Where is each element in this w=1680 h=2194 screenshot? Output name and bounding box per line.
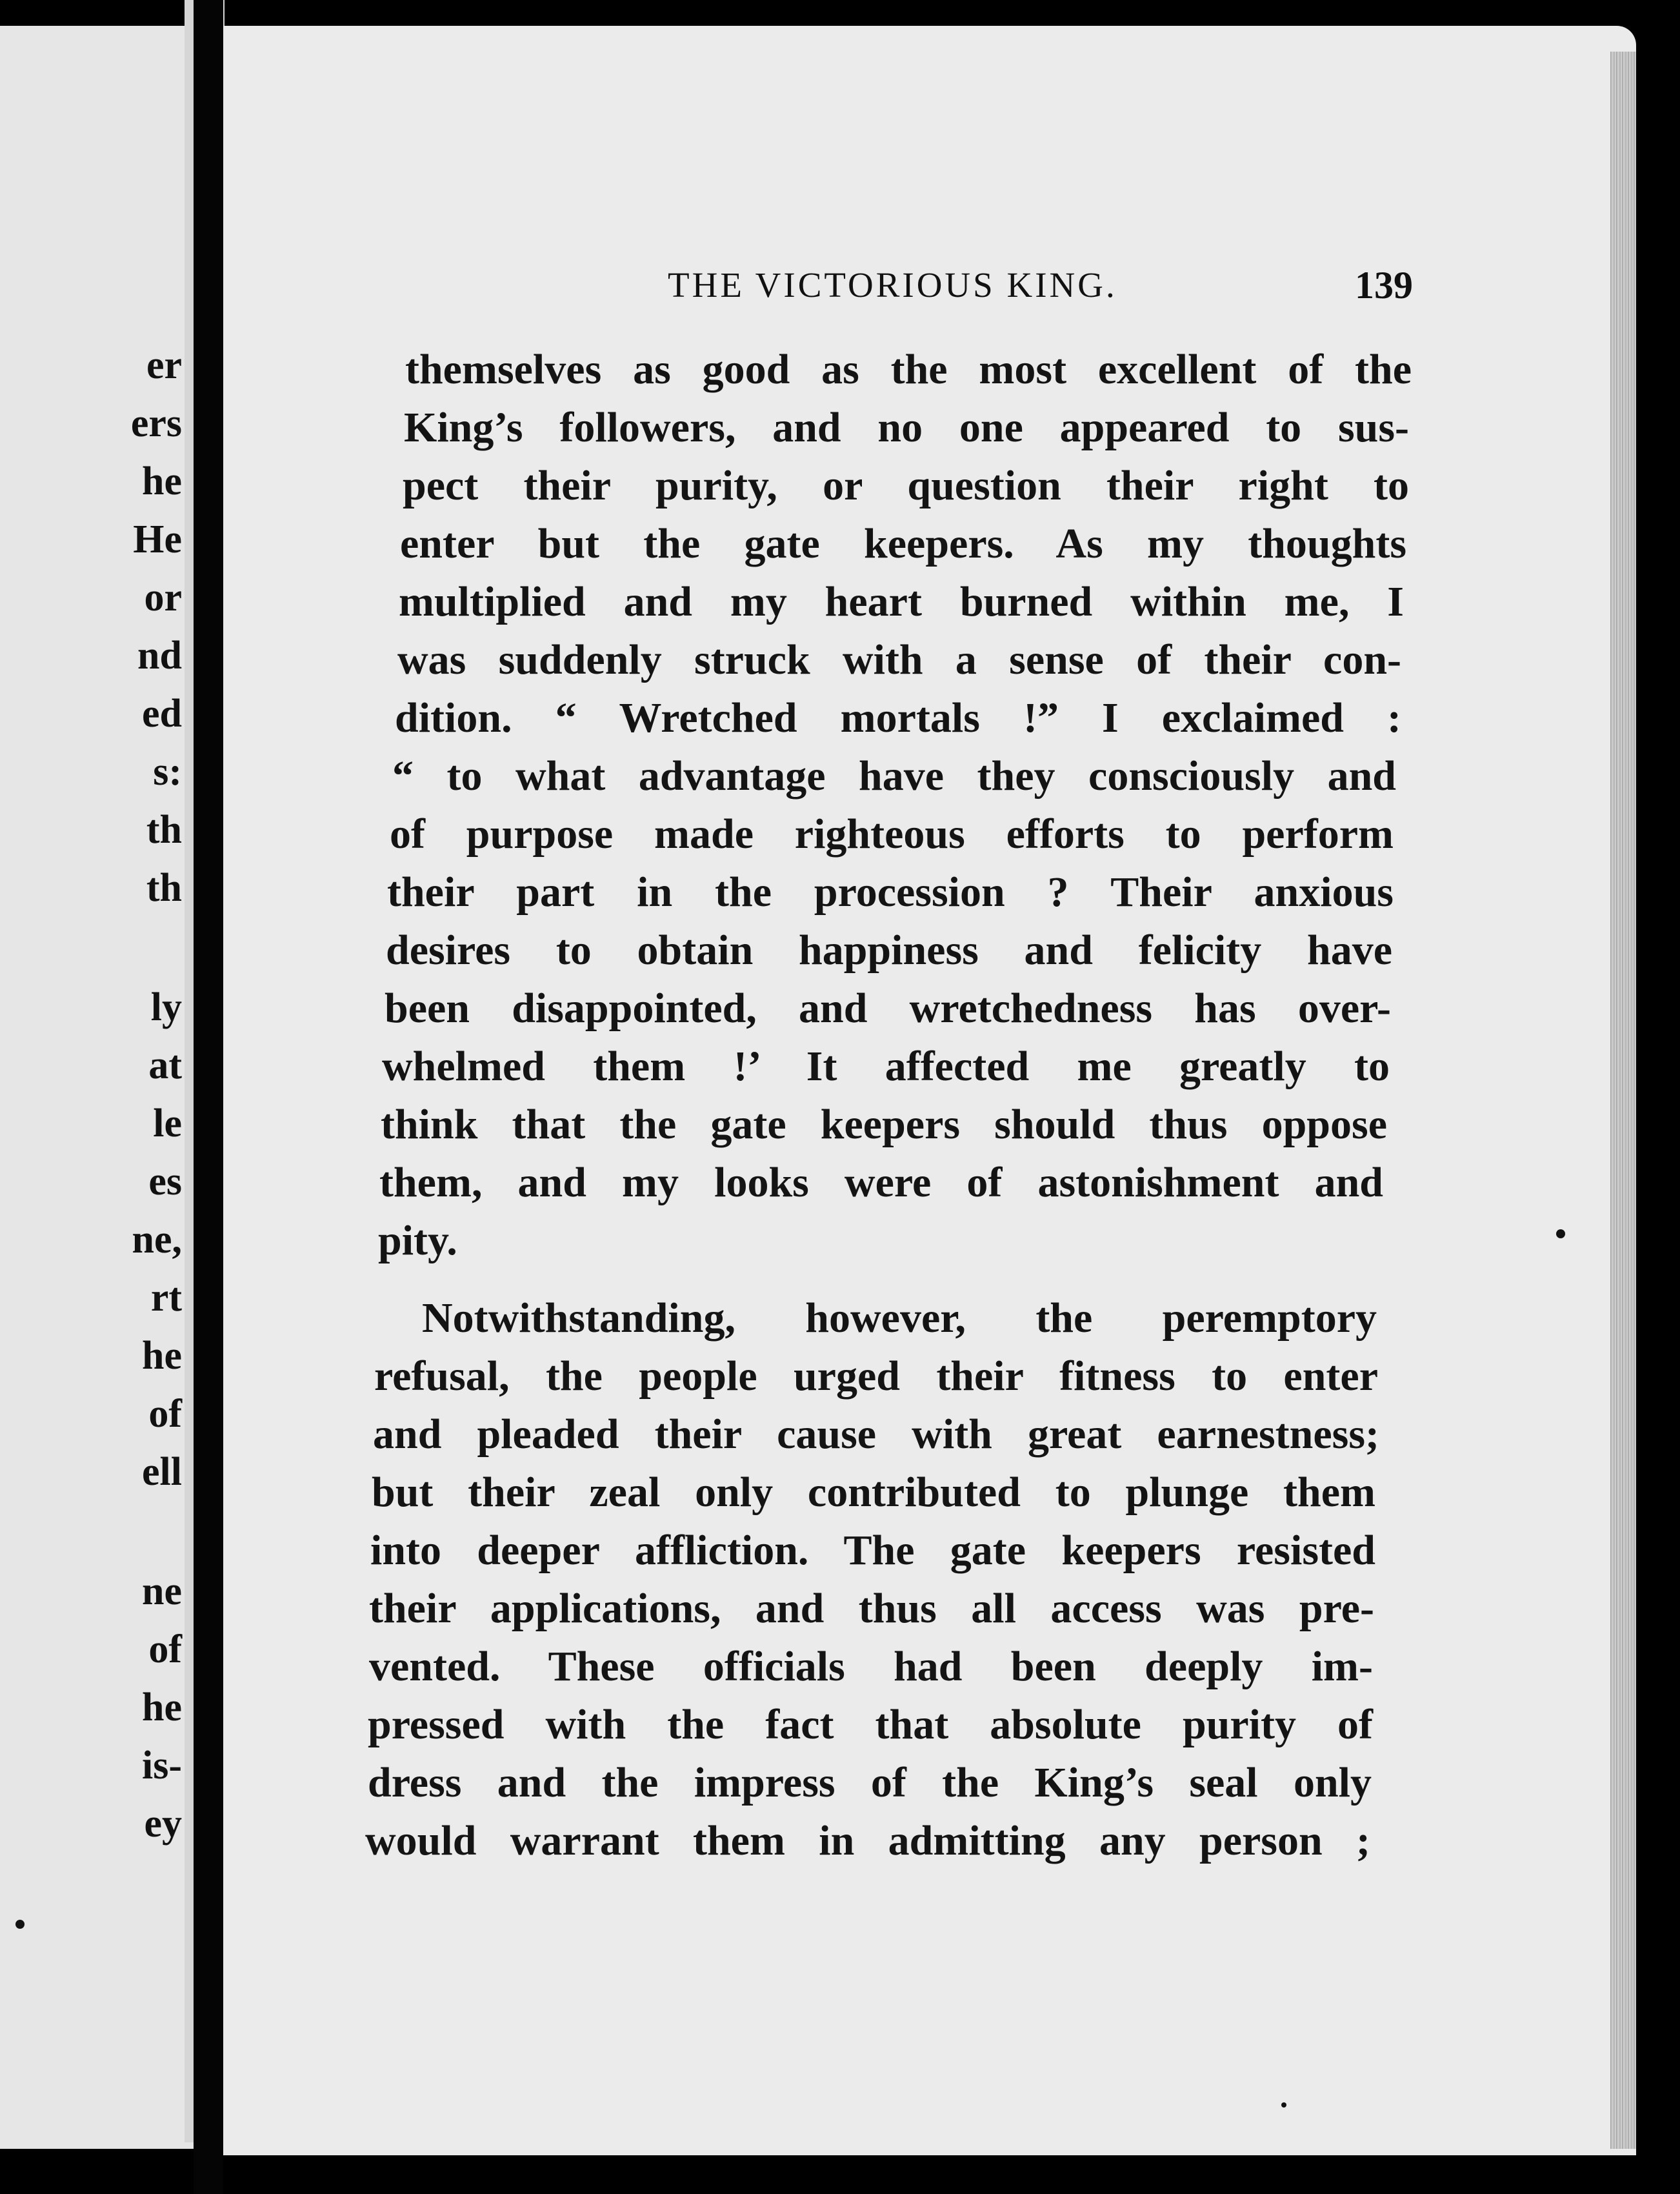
- text-line: themselves as good as the most excellent of the: [405, 346, 1412, 393]
- text-line: would warrant them in admitting any person ;: [365, 1817, 1370, 1864]
- text-line: pect their purity, or question their right to: [403, 462, 1409, 509]
- facing-page-text: ey: [144, 1802, 182, 1846]
- facing-page-text: ne,: [132, 1218, 182, 1262]
- facing-page-text: rt: [150, 1276, 182, 1320]
- text-line: of purpose made righteous efforts to perform: [390, 810, 1394, 858]
- book-gutter: [194, 0, 223, 2194]
- text-line: and pleaded their cause with great earnestness;: [373, 1411, 1379, 1458]
- facing-page-text: he: [142, 459, 182, 503]
- facing-page-text: or: [144, 576, 182, 619]
- text-line: pressed with the fact that absolute purity of: [368, 1701, 1373, 1748]
- facing-page-text: ers: [130, 401, 182, 445]
- page-edges: [1610, 52, 1636, 2149]
- page-number: 139: [1355, 264, 1413, 307]
- text-line: Notwithstanding, however, the peremptory: [422, 1294, 1377, 1342]
- ink-speck: [1556, 1229, 1565, 1238]
- facing-page-text: He: [133, 518, 182, 561]
- facing-page-text: is-: [142, 1744, 182, 1787]
- facing-page-text: nd: [137, 634, 182, 678]
- facing-page-text: er: [146, 343, 182, 387]
- text-line: their part in the procession ? Their anxious: [387, 869, 1394, 916]
- facing-page-text: ne: [142, 1569, 182, 1613]
- text-line: “ to what advantage have they consciously and: [392, 752, 1396, 800]
- text-line: been disappointed, and wretchedness has over-: [385, 985, 1391, 1032]
- facing-page-text: ed: [142, 692, 182, 736]
- facing-page-text: of: [148, 1392, 182, 1436]
- facing-page-text: es: [148, 1160, 182, 1203]
- text-line: whelmed them !’ It affected me greatly to: [382, 1043, 1390, 1090]
- facing-page-text: s:: [153, 750, 182, 794]
- facing-page-text: ly: [150, 985, 182, 1029]
- text-line: them, and my looks were of astonishment and: [379, 1159, 1383, 1206]
- facing-page-text: le: [153, 1102, 182, 1145]
- text-line: desires to obtain happiness and felicity have: [386, 927, 1392, 974]
- text-line: King’s followers, and no one appeared to sus-: [404, 404, 1409, 451]
- facing-page-text: he: [142, 1334, 182, 1378]
- text-line: but their zeal only contributed to plunge them: [372, 1469, 1375, 1516]
- facing-page-text: th: [146, 866, 182, 910]
- running-head: THE VICTORIOUS KING.: [668, 265, 1117, 305]
- ink-speck: [15, 1920, 25, 1929]
- text-line: was suddenly struck with a sense of their con-: [397, 636, 1401, 683]
- text-line: dress and the impress of the King’s seal only: [368, 1759, 1372, 1806]
- text-line: multiplied and my heart burned within me, I: [399, 578, 1404, 625]
- facing-page-text: ell: [142, 1450, 182, 1494]
- text-line: dition. “ Wretched mortals !” I exclaimed :: [395, 694, 1401, 741]
- text-line: enter but the gate keepers. As my thoughts: [400, 520, 1406, 567]
- text-line: refusal, the people urged their fitness to enter: [374, 1353, 1378, 1400]
- facing-page-text: of: [148, 1627, 182, 1671]
- text-line: think that the gate keepers should thus oppose: [381, 1101, 1387, 1148]
- text-line: vented. These officials had been deeply im-: [369, 1643, 1373, 1690]
- facing-page-text: th: [146, 808, 182, 852]
- ink-speck: [1281, 2102, 1286, 2108]
- text-line: into deeper affliction. The gate keepers resisted: [370, 1527, 1375, 1574]
- text-line: their applications, and thus all access was pre-: [369, 1585, 1374, 1632]
- facing-page-text: he: [142, 1686, 182, 1729]
- facing-page-text: at: [148, 1043, 182, 1087]
- text-line: pity.: [378, 1217, 457, 1264]
- facing-page-fragment: [0, 26, 194, 2149]
